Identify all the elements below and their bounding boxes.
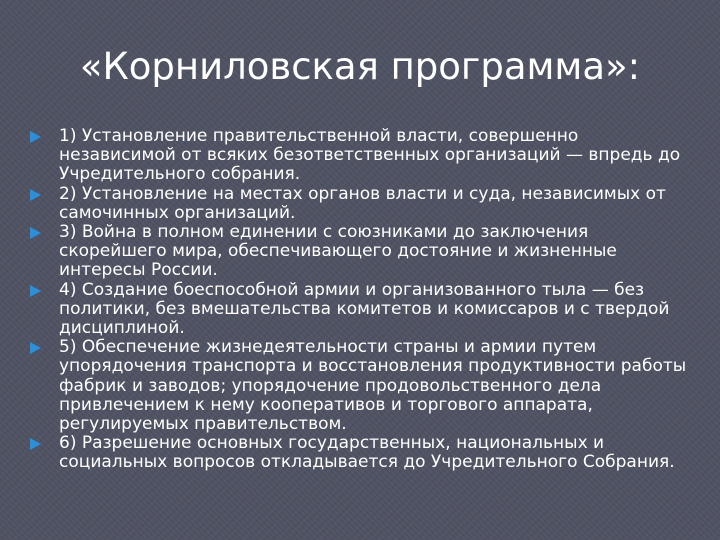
- triangle-bullet-icon: [30, 131, 41, 143]
- list-item: [30, 434, 700, 472]
- list-item: [30, 223, 700, 281]
- list-item: [30, 281, 700, 339]
- list-item: [30, 127, 700, 185]
- triangle-bullet-icon: [30, 438, 41, 450]
- list-item-text: 1) Установление правительственной власти, совершенно независимой от всяких безответственных организаций — впредь до Учредительного собрания.: [59, 126, 681, 185]
- list-item-text: 2) Установление на местах органов власти и суда, независимых от самочинных организаций.: [59, 183, 666, 223]
- list-item-text: 3) Война в полном единении с союзниками до заключения скорейшего мира, обеспечивающего достояние и жизненные интересы России.: [59, 222, 617, 281]
- triangle-bullet-icon: [30, 342, 41, 354]
- list-item-text: 5) Обеспечение жизнедеятельности страны и армии путем упорядочения транспорта и восстановления продуктивности работы фабрик и заводов; упорядочение продовольственного дела привлечением к нему кооперативов и торгового аппарата, регулируемых правительством.: [59, 337, 687, 435]
- program-list: [30, 127, 700, 473]
- slide-title: «Корниловская программа»:: [79, 45, 641, 88]
- list-item: [30, 185, 700, 223]
- list-item: [30, 338, 700, 434]
- triangle-bullet-icon: [30, 189, 41, 201]
- list-item-text: 6) Разрешение основных государственных, национальных и социальных вопросов откладывается до Учредительного Собрания.: [59, 433, 675, 473]
- triangle-bullet-icon: [30, 227, 41, 239]
- list-item-text: 4) Создание боеспособной армии и организованного тыла — без политики, без вмешательства комитетов и комиссаров и с твердой дисциплиной.: [59, 279, 670, 339]
- triangle-bullet-icon: [30, 285, 41, 297]
